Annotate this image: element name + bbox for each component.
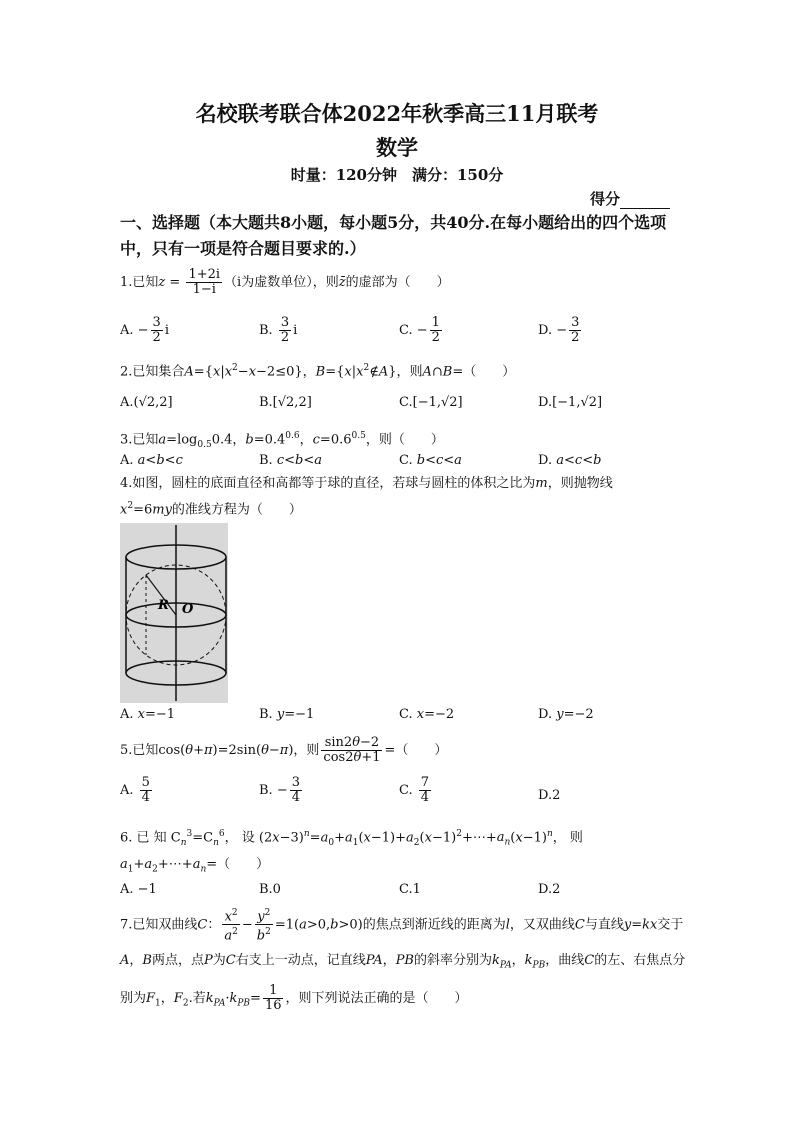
q5-option-c: C. $\frac{7}{4}$ (399, 775, 430, 805)
question-6-stem: 6. 已 知 $C_n^3=C_n^6$， 设 $(2x-3)^n=a_0+a_1(x-1)+a_2(x-1)^2+\cdots+a_n(x-1)^n$， 则 $a_1+a_2+\cdots+a_n=$（ ） (120, 829, 583, 875)
question-5-stem: 5.已知cos(θ+π)=2sin(θ−π)，则 $\frac{\sin 2\theta-2}{\cos 2\theta+1}$ =（ ） (120, 735, 448, 765)
q6-option-b: B.0 (259, 882, 281, 897)
cylinder-sphere-figure (120, 523, 228, 703)
exam-info: 时量：120分钟 满分：150分 (290, 166, 504, 184)
question-1-stem: 1.已知z = $\frac{1+2i}{1-i}$ （i为虚数单位），则z̄的虚部为（ ） (120, 267, 450, 297)
question-2-stem: 2.已知集合$A=\{x|x^2-x-2\le 0\}$，$B=\{x|x^2\notin A\}$，则A∩B=（ ） (120, 363, 516, 380)
q2-option-c: C.[−1,√2] (399, 395, 463, 410)
q6-option-a: A. −1 (120, 882, 157, 897)
question-4-stem: 4.如图，圆柱的底面直径和高都等于球的直径，若球与圆柱的体积之比为m，则抛物线 $x^2=6my$的准线方程为（ ） (120, 476, 613, 518)
q6-option-d: D.2 (538, 882, 561, 897)
q2-option-a: A.(√2,2] (120, 395, 173, 410)
q3-option-a: A. a<b<c (120, 453, 183, 468)
q1-option-a: A. − $\frac{3}{2}$ i (120, 315, 169, 345)
q5-option-d: D.2 (538, 788, 561, 803)
q3-option-d: D. a<c<b (538, 453, 602, 468)
figure-label-r: R (158, 598, 169, 613)
q4-option-b: B. y=−1 (259, 707, 315, 722)
section-heading: 一、选择题（本大题共8小题，每小题5分，共40分.在每小题给出的四个选项中，只有一项是符合题目要求的.） (120, 213, 667, 258)
q6-option-c: C.1 (399, 882, 421, 897)
q2-option-b: B.[√2,2] (259, 395, 312, 410)
figure-label-o: O (182, 602, 194, 617)
question-3-stem: 3.已知$a=\log_{0.5}0.4$，$b=0.4^{0.6}$，$c=0.6^{0.5}$，则（ ） (120, 431, 444, 450)
q4-option-c: C. x=−2 (399, 707, 455, 722)
q5-option-b: B. − $\frac{3}{4}$ (259, 775, 300, 805)
exam-subject: 数学 (376, 135, 418, 160)
q3-option-c: C. b<c<a (399, 453, 462, 468)
q1-option-c: C. − $\frac{1}{2}$ (399, 315, 440, 345)
q4-option-d: D. y=−2 (538, 707, 594, 722)
q2-option-d: D.[−1,√2] (538, 395, 603, 410)
q3-option-b: B. c<b<a (259, 453, 323, 468)
q5-option-a: A. $\frac{5}{4}$ (120, 775, 150, 805)
q1-option-b: B. $\frac{3}{2}$ i (259, 315, 298, 345)
q4-option-a: A. x=−1 (120, 707, 176, 722)
question-7-stem: 7.已知双曲线C： $\frac{x^2}{a^2}$ − $\frac{y^2}{b^2}$ =1(a>0,b>0)的焦点到渐近线的距离为l，又双曲线C与直线y=kx交于A，B两点，点P为C右支上一动点，记直线PA，PB的斜率分别为$k_{PA}$，$k_{PB}$，曲线C的左、右焦点分别为$F_1$，$F_2$.若$k_{PA}\cdot k_{PB}=$ $\frac{1}{16}$ ，则下列说法正确的是（ ） (120, 908, 686, 1014)
q1-option-d: D. − $\frac{3}{2}$ (538, 315, 580, 345)
exam-title: 名校联考联合体2022年秋季高三11月联考 (195, 101, 599, 126)
score-field: 得分 (590, 188, 670, 209)
